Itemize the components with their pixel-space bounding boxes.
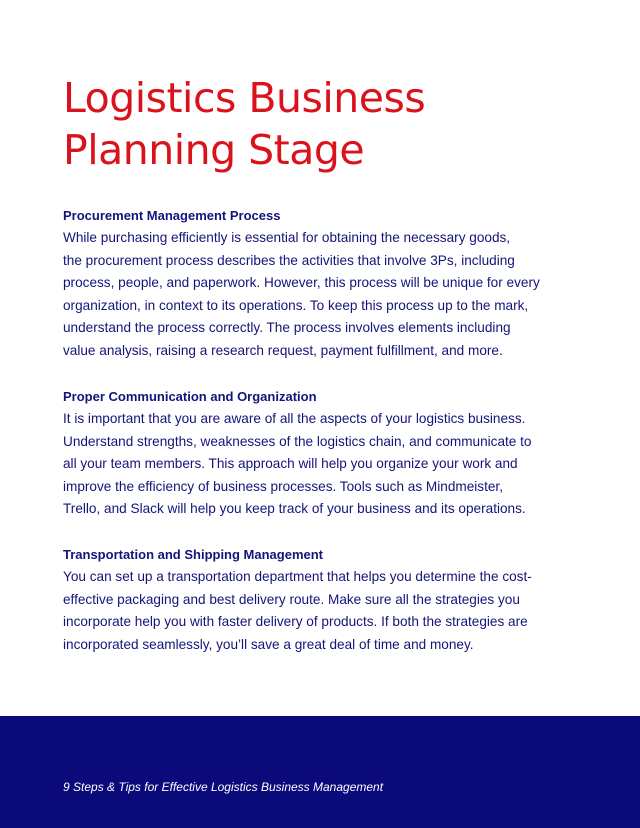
section-transportation [63,544,543,656]
section-heading: Proper Communication and Organization [63,389,317,404]
paragraph-line: incorporate help you with faster delivery of products. If both the strategies are [63,614,528,630]
paragraph-line: While purchasing efficiently is essential for obtaining the necessary goods, [63,230,511,245]
section-communication [63,386,543,521]
section-procurement [63,205,543,363]
paragraph-line: It is important that you are aware of all the aspects of your logistics business. [63,411,526,426]
footer-band [0,716,640,828]
title-line: Planning Stage [63,126,365,174]
title-line: Logistics Business [63,74,426,122]
paragraph-line: organization, in context to its operations. To keep this process up to the mark, [63,297,529,313]
section-heading: Transportation and Shipping Management [63,547,324,562]
paragraph-line: all your team members. This approach will help you organize your work and [63,456,518,472]
paragraph-line: incorporated seamlessly, you’ll save a great deal of time and money. [63,636,474,652]
paragraph-line: effective packaging and best delivery route. Make sure all the strategies you [63,591,520,607]
page-title [63,72,425,176]
section-heading: Procurement Management Process [63,208,281,223]
paragraph-line: Understand strengths, weaknesses of the logistics chain, and communicate to [63,433,532,449]
paragraph-line: understand the process correctly. The process involves elements including [63,320,511,336]
footer-text: 9 Steps & Tips for Effective Logistics Business Management [63,780,384,794]
paragraph-line: the procurement process describes the activities that involve 3Ps, including [63,252,515,268]
paragraph-line: improve the efficiency of business processes. Tools such as Mindmeister, [63,478,503,494]
paragraph-line: process, people, and paperwork. However, this process will be unique for every [63,275,540,291]
paragraph-line: You can set up a transportation department that helps you determine the cost- [63,569,532,584]
paragraph-line: Trello, and Slack will help you keep track of your business and its operations. [63,501,526,517]
paragraph-line: value analysis, raising a research request, payment fulfillment, and more. [63,342,503,358]
